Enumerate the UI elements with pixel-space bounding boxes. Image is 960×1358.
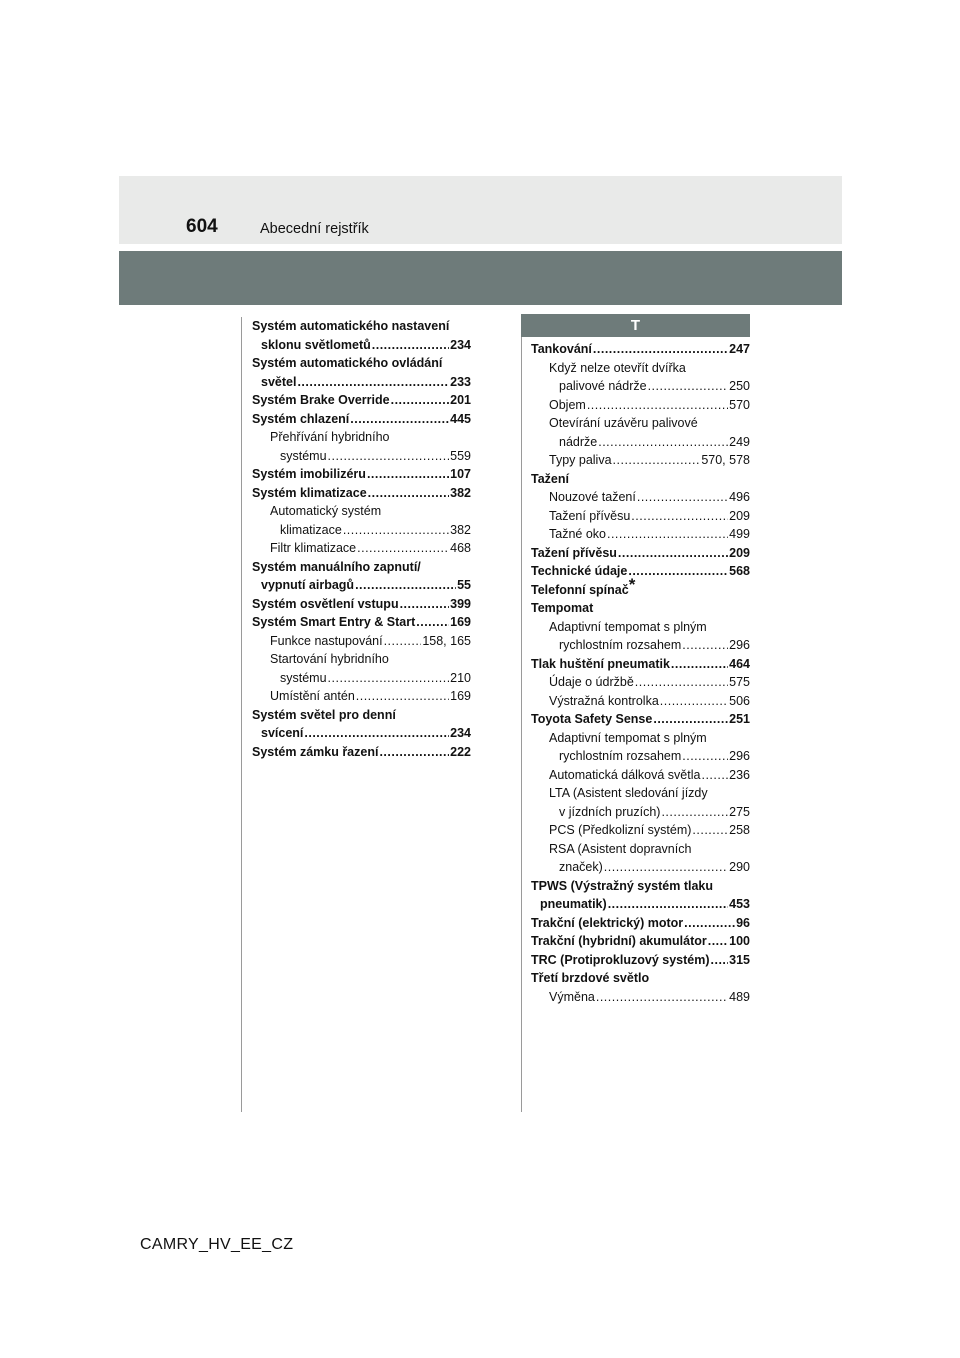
index-subentry xyxy=(531,766,750,785)
entry-text: Systém osvětlení vstupu xyxy=(252,596,399,611)
index-subentry xyxy=(531,488,750,507)
page-reference[interactable]: 453 xyxy=(729,897,750,911)
dot-leader xyxy=(671,655,728,674)
index-column-left xyxy=(252,317,471,761)
dot-leader xyxy=(631,507,728,526)
entry-text: Když nelze otevřít dvířka xyxy=(549,360,686,375)
entry-text: vypnutí airbagů xyxy=(261,578,355,592)
index-entry xyxy=(252,743,471,762)
dot-leader xyxy=(682,747,728,766)
dot-leader xyxy=(587,396,728,415)
dot-leader xyxy=(391,391,450,410)
dot-leader xyxy=(608,895,728,914)
dot-leader xyxy=(628,562,728,581)
page-reference[interactable]: 290 xyxy=(729,860,750,874)
dot-leader xyxy=(328,669,450,688)
entry-text: systému xyxy=(280,670,327,685)
index-entry xyxy=(531,710,750,729)
index-subentry xyxy=(252,502,471,539)
page-reference[interactable]: 169 xyxy=(450,689,471,703)
dot-leader xyxy=(635,673,728,692)
entry-text: TRC (Protiprokluzový systém) xyxy=(531,952,710,967)
entry-text: Systém automatického ovládání xyxy=(252,356,443,370)
page-reference[interactable]: 234 xyxy=(450,726,471,740)
entry-text: Toyota Safety Sense xyxy=(531,712,653,726)
index-subentry xyxy=(531,359,750,396)
page-reference[interactable]: 55 xyxy=(457,578,471,592)
index-entry xyxy=(252,410,471,429)
entry-text: Systém Brake Override xyxy=(252,393,390,407)
index-subentry xyxy=(531,988,750,1007)
dot-leader xyxy=(684,914,735,933)
page-reference[interactable]: 209 xyxy=(729,545,750,560)
page-reference[interactable]: 575 xyxy=(729,675,750,689)
page-reference[interactable]: 296 xyxy=(729,749,750,763)
index-subentry xyxy=(531,784,750,821)
index-subentry xyxy=(531,618,750,655)
index-entry xyxy=(252,484,471,503)
dot-leader xyxy=(708,932,728,951)
entry-text: Umístění antén xyxy=(270,689,355,703)
page-reference[interactable]: 96 xyxy=(736,915,750,930)
page-reference[interactable]: 210 xyxy=(450,670,471,685)
entry-text: Tempomat xyxy=(531,601,594,615)
index-subentry xyxy=(252,687,471,706)
dot-leader xyxy=(368,484,449,503)
dot-leader xyxy=(660,692,728,711)
page-reference[interactable]: 201 xyxy=(450,393,471,407)
entry-text: Automatická dálková světla xyxy=(549,767,701,782)
page-reference[interactable]: 382 xyxy=(450,522,471,537)
page-reference[interactable]: 169 xyxy=(450,615,471,629)
dot-leader xyxy=(637,488,728,507)
dot-leader xyxy=(416,613,449,632)
entry-text: Nouzové tažení xyxy=(549,490,636,504)
dot-leader xyxy=(596,988,728,1007)
dot-leader xyxy=(682,636,728,655)
page-reference[interactable]: 399 xyxy=(450,596,471,611)
entry-text: Technické údaje xyxy=(531,564,628,578)
footnote-star: * xyxy=(628,574,636,594)
dot-leader xyxy=(692,821,728,840)
entry-text: systému xyxy=(280,448,327,463)
dot-leader xyxy=(379,743,449,762)
index-entry xyxy=(531,877,750,914)
page-reference[interactable]: 158, 165 xyxy=(422,633,471,648)
index-subentry xyxy=(531,451,750,470)
dot-leader xyxy=(328,447,450,466)
entry-text: Adaptivní tempomat s plným xyxy=(549,619,707,634)
dot-leader xyxy=(400,595,450,614)
page-reference[interactable]: 251 xyxy=(729,712,750,726)
entry-text: rychlostním rozsahem xyxy=(559,638,682,652)
index-letter-heading: T xyxy=(521,314,750,337)
index-subentry xyxy=(531,414,750,451)
section-title: Abecední rejstřík xyxy=(260,221,369,237)
dot-leader xyxy=(593,340,728,359)
entry-text: palivové nádrže xyxy=(559,379,647,393)
page-reference[interactable]: 445 xyxy=(450,411,471,426)
entry-text: Tažení přívěsu xyxy=(549,508,631,523)
index-entry xyxy=(252,391,471,410)
page-reference[interactable]: 464 xyxy=(729,656,750,671)
page-reference[interactable]: 499 xyxy=(729,527,750,541)
index-entry xyxy=(531,951,750,970)
entry-text: Systém zámku řazení xyxy=(252,744,379,759)
page-reference[interactable]: 296 xyxy=(729,638,750,652)
page-reference[interactable]: 496 xyxy=(729,490,750,504)
dot-leader xyxy=(343,521,449,540)
entry-text: Údaje o údržbě xyxy=(549,675,634,689)
index-entry xyxy=(531,340,750,359)
index-subentry xyxy=(252,539,471,558)
entry-text: pneumatik) xyxy=(540,897,607,911)
index-entry xyxy=(531,932,750,951)
page-reference[interactable]: 100 xyxy=(729,934,750,948)
dot-leader xyxy=(711,951,729,970)
entry-text: PCS (Předkolizní systém) xyxy=(549,823,692,837)
entry-text: Funkce nastupování xyxy=(270,633,383,648)
document-code: CAMRY_HV_EE_CZ xyxy=(140,1236,294,1253)
dot-leader xyxy=(356,687,449,706)
page-reference[interactable]: 275 xyxy=(729,804,750,819)
page-reference[interactable]: 489 xyxy=(729,989,750,1004)
entry-text: Tažné oko xyxy=(549,527,606,541)
entry-text: Systém Smart Entry & Start xyxy=(252,615,416,629)
index-subentry xyxy=(531,840,750,877)
entry-text: Systém manuálního zapnutí/ xyxy=(252,559,421,574)
index-entry xyxy=(252,613,471,632)
entry-text: Objem xyxy=(549,397,586,412)
index-subentry xyxy=(531,525,750,544)
index-subentry xyxy=(252,632,471,651)
index-entry xyxy=(531,969,750,988)
entry-text: TPWS (Výstražný systém tlaku xyxy=(531,878,714,893)
entry-text: Startování hybridního xyxy=(270,652,389,666)
entry-text: RSA (Asistent dopravních xyxy=(549,841,692,856)
index-entry xyxy=(252,595,471,614)
dot-leader xyxy=(304,724,449,743)
dot-leader xyxy=(661,803,728,822)
entry-text: Třetí brzdové světlo xyxy=(531,971,650,985)
header-band xyxy=(119,176,842,244)
index-entry xyxy=(252,354,471,391)
entry-text: Výměna xyxy=(549,989,595,1004)
dot-leader xyxy=(350,410,449,429)
page-reference[interactable]: 506 xyxy=(729,693,750,708)
entry-text: Systém klimatizace xyxy=(252,485,367,500)
entry-text: Systém imobilizéru xyxy=(252,467,366,481)
index-entry xyxy=(252,465,471,484)
dot-leader xyxy=(598,433,728,452)
page-reference[interactable]: 559 xyxy=(450,448,471,463)
index-subentry xyxy=(531,396,750,415)
index-entry xyxy=(252,706,471,743)
page-reference[interactable]: 249 xyxy=(729,434,750,449)
dot-leader xyxy=(384,632,422,651)
index-entry xyxy=(252,558,471,595)
entry-text: Systém automatického nastavení xyxy=(252,319,450,333)
page-reference[interactable]: 222 xyxy=(450,744,471,759)
dot-leader xyxy=(648,377,729,396)
page-reference[interactable]: 570, 578 xyxy=(701,453,750,467)
index-subentry xyxy=(252,650,471,687)
entry-text: Přehřívání hybridního xyxy=(270,430,390,444)
entry-text: Tažení xyxy=(531,471,569,486)
index-subentry xyxy=(531,821,750,840)
index-entry xyxy=(531,574,750,600)
entry-text: světel xyxy=(261,374,297,389)
entry-text: Trakční (elektrický) motor xyxy=(531,915,684,930)
dot-leader xyxy=(297,373,449,392)
index-entry xyxy=(531,599,750,618)
page-reference[interactable]: 315 xyxy=(729,952,750,967)
entry-text: Systém chlazení xyxy=(252,411,350,426)
dot-leader xyxy=(357,539,449,558)
dot-leader xyxy=(367,465,449,484)
entry-text: Filtr klimatizace xyxy=(270,541,357,555)
page-reference[interactable]: 382 xyxy=(450,485,471,500)
page-reference[interactable]: 107 xyxy=(450,467,471,481)
page-reference[interactable]: 236 xyxy=(729,767,750,782)
page-reference[interactable]: 570 xyxy=(729,397,750,412)
index-subentry xyxy=(531,507,750,526)
entry-text: Tažení přívěsu xyxy=(531,545,617,560)
dot-leader xyxy=(355,576,456,595)
entry-text: Trakční (hybridní) akumulátor xyxy=(531,934,707,948)
index-column-right xyxy=(531,340,750,1006)
index-entry xyxy=(252,317,471,354)
entry-text: Typy paliva xyxy=(549,453,612,467)
entry-text: Adaptivní tempomat s plným xyxy=(549,730,707,745)
entry-text: Automatický systém xyxy=(270,504,382,518)
entry-text: klimatizace xyxy=(280,522,342,537)
dot-leader xyxy=(653,710,728,729)
page-reference[interactable]: 568 xyxy=(729,564,750,578)
page-reference[interactable]: 234 xyxy=(450,337,471,352)
entry-text: Systém světel pro denní xyxy=(252,707,396,722)
index-subentry xyxy=(531,673,750,692)
index-entry xyxy=(531,562,750,581)
dot-leader xyxy=(607,525,728,544)
entry-text: nádrže xyxy=(559,434,598,449)
page-reference[interactable]: 258 xyxy=(729,823,750,837)
dot-leader xyxy=(613,451,701,470)
index-entry xyxy=(531,544,750,563)
index-entry xyxy=(531,470,750,489)
entry-text: sklonu světlometů xyxy=(261,337,371,352)
index-subentry xyxy=(252,428,471,465)
entry-text: v jízdních pruzích) xyxy=(559,804,661,819)
dot-leader xyxy=(372,336,449,355)
page-reference[interactable]: 250 xyxy=(729,379,750,393)
entry-text: Tlak huštění pneumatik xyxy=(531,656,670,671)
chapter-band xyxy=(119,251,842,305)
column-rule-left xyxy=(241,317,242,1112)
dot-leader xyxy=(618,544,728,563)
page-reference[interactable]: 209 xyxy=(729,508,750,523)
entry-text: Výstražná kontrolka xyxy=(549,693,659,708)
entry-text: LTA (Asistent sledování jízdy xyxy=(549,786,708,800)
entry-text: svícení xyxy=(261,726,304,740)
page-reference[interactable]: 468 xyxy=(450,541,471,555)
column-rule-right xyxy=(521,317,522,1112)
entry-text: Tankování xyxy=(531,342,592,356)
index-subentry xyxy=(531,729,750,766)
index-entry xyxy=(531,914,750,933)
entry-text: značek) xyxy=(559,860,603,874)
page-reference[interactable]: 247 xyxy=(729,342,750,356)
entry-text: Otevírání uzávěru palivové xyxy=(549,416,698,430)
page-number: 604 xyxy=(186,216,218,237)
index-subentry xyxy=(531,692,750,711)
page-reference[interactable]: 233 xyxy=(450,374,471,389)
dot-leader xyxy=(604,858,728,877)
dot-leader xyxy=(701,766,728,785)
entry-text: Telefonní spínač xyxy=(531,582,629,597)
entry-text: rychlostním rozsahem xyxy=(559,749,682,763)
index-entry xyxy=(531,655,750,674)
